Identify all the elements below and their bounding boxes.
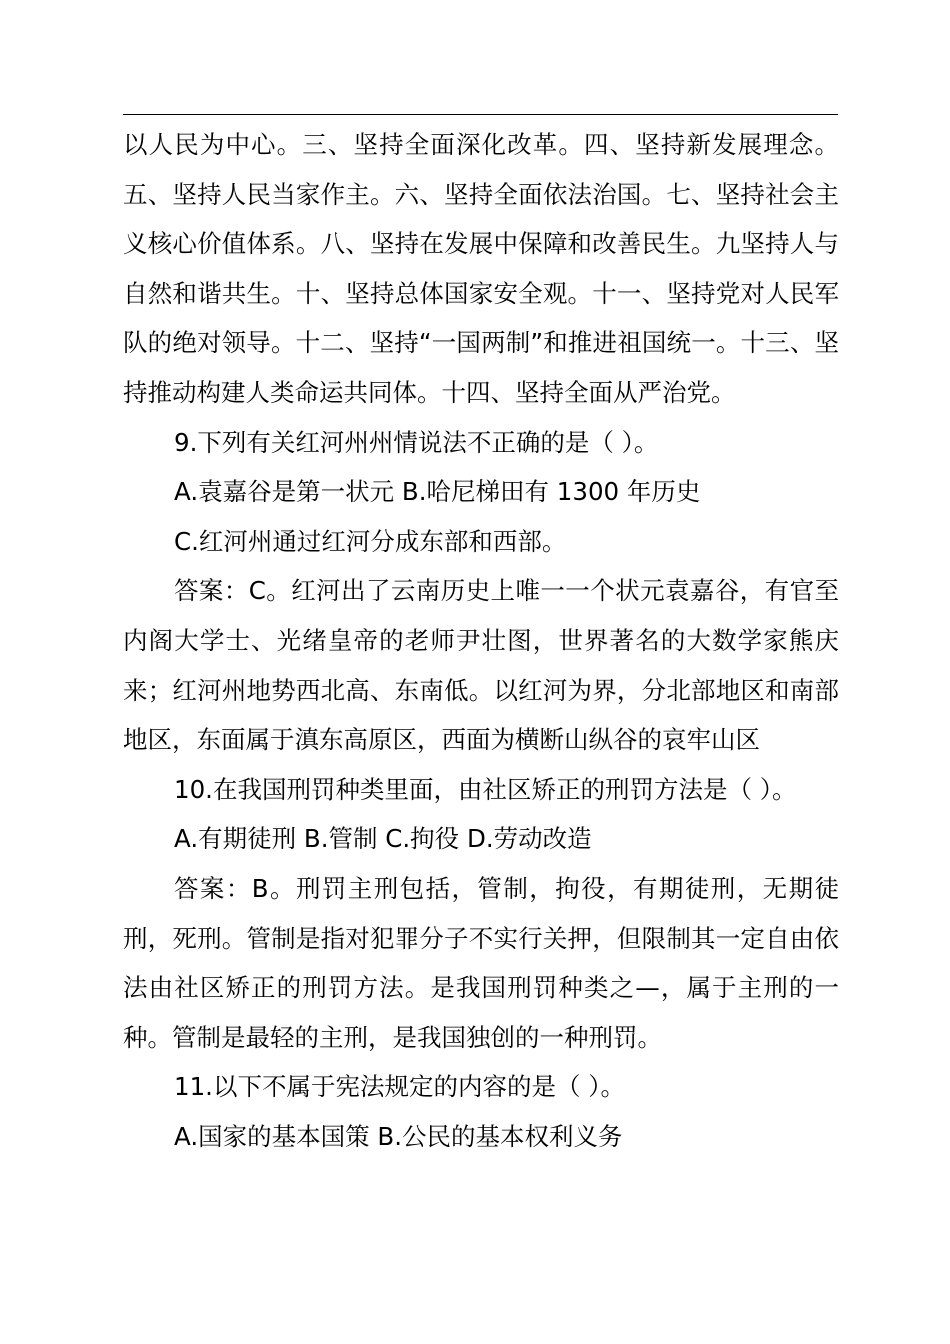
question-11-options-ab: A.国家的基本国策 B.公民的基本权利义务: [174, 1121, 623, 1151]
paragraph-continuation: 以人民为中心。三、坚持全面深化改革。四、坚持新发展理念。五、坚持人民当家作主。六、坚持全面依法治国。七、坚持社会主义核心价值体系。八、坚持在发展中保障和改善民生。九坚持人与自然和谐共生。十、坚持总体国家安全观。十一、坚持党对人民军队的绝对领导。十二、坚持“一国两制”和推进祖国统一。十三、坚持推动构建人类命运共同体。十四、坚持全面从严治党。: [123, 130, 839, 407]
question-10: 10.在我国刑罚种类里面，由社区矫正的刑罚方法是（ ）。: [174, 774, 797, 804]
question-9-answer: 答案：C。红河出了云南历史上唯一一个状元袁嘉谷，有官至内阁大学士、光绪皇帝的老师尹壮图，世界著名的大数学家熊庆来；红河州地势西北高、东南低。以红河为界，分北部地区和南部地区，东面属于滇东高原区，西面为横断山纵谷的哀牢山区: [123, 576, 839, 755]
question-9-options-ab: A.袁嘉谷是第一状元 B.哈尼梯田有 1300 年历史: [174, 477, 701, 507]
document-body: [123, 120, 839, 1161]
header-rule: [123, 114, 838, 115]
question-10-answer: 答案：B。刑罚主刑包括，管制，拘役，有期徒刑，无期徒刑，死刑。管制是指对犯罪分子不实行关押，但限制其一定自由依法由社区矫正的刑罚方法。是我国刑罚种类之—，属于主刑的一种。管制是最轻的主刑，是我国独创的一种刑罚。: [123, 873, 839, 1052]
question-9-option-c: C.红河州通过红河分成东部和西部。: [174, 526, 567, 556]
question-11: 11.以下不属于宪法规定的内容的是（ ）。: [174, 1072, 625, 1102]
question-9: 9.下列有关红河州州情说法不正确的是（ ）。: [174, 427, 659, 457]
question-10-options: A.有期徒刑 B.管制 C.拘役 D.劳动改造: [174, 824, 592, 854]
